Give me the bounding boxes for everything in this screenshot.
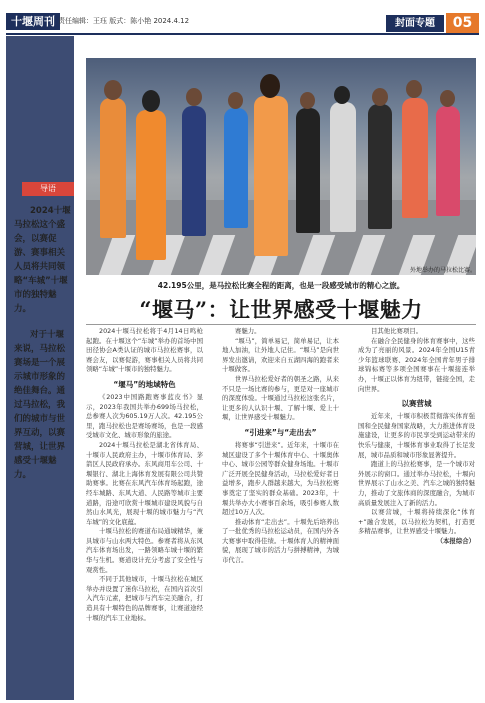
- article-paragraph: 跑道上的马拉松赛事，是一个城市对外展示的窗口。通过举办马拉松，十堰向世界展示了山水之美、汽车之城的独特魅力，推动了文旅体商的深度融合，为城市高质量发展注入了新的活力。: [358, 460, 475, 507]
- marathon-photo: [86, 58, 476, 275]
- source-note: （本报综合）: [436, 536, 475, 545]
- photo-credit: 外地举办的马拉松比赛。: [410, 267, 477, 274]
- page-header: [0, 0, 485, 32]
- subheading: “引进来”与“走出去”: [244, 427, 317, 437]
- page-number: 05: [446, 13, 479, 33]
- editor-info: 责任编辑：王珏 版式：陈小艳 2024.4.12: [58, 17, 190, 25]
- article-paragraph: 十堰马拉松的赛道布局通城精华，兼具城市与山水两大特色。参赛者将从东风汽车体育场出发，一路领略车城十堰的繁华与生机。赛道设计充分考虑了安全性与观赏性。: [86, 527, 203, 574]
- article-paragraph: “堰马”，简单易记，简单易记，让本地人加油，让外地人记住。“堰马”是向世界发出邀请，欢迎来自五湖四海的跑者来十堰做客。: [222, 336, 339, 374]
- masthead-brand: 十堰周刊: [6, 13, 60, 30]
- article-column-3: [358, 327, 475, 546]
- subheading: “堰马”的地域特色: [113, 379, 176, 389]
- lead-badge: 导语: [22, 182, 74, 196]
- article-paragraph: 2024十堰马拉松将于4月14日鸣枪起跑。在十堰这个“车城”举办的首场中国田径协会A类认证的城市马拉松赛事，以赛会友，以赛促游，赛事相关人员将共同领略“车城”十堰市的独特魅力。: [86, 327, 203, 374]
- article-paragraph: 推动体育“走出去”。十堰先后培养出了一批优秀的马拉松运动员，在国内外各大赛事中取得佳绩。十堰体育人的精神面貌，展现了城市的活力与拼搏精神，为城市代言。: [222, 517, 339, 565]
- subheading: 以赛营城: [401, 399, 432, 409]
- article-paragraph: 不同于其他城市，十堰马拉松在城区举办并设置了迷你马拉松，在国内首次引入汽车元素，把城市与汽车完美融合，打造具有十堰特色的品牌赛事，让赛道途经十堰的汽车工业地标。: [86, 575, 203, 622]
- article-paragraph: 近年来，十堰市积极贯彻落实体育强国和全民健身国家战略，大力推进体育设施建设，让更多的市民享受到运动带来的快乐与健康，十堰体育事业取得了长足发展，城市品质和城市形象显著提升。: [358, 412, 475, 459]
- section-label: 封面专题: [386, 15, 444, 32]
- sidebar-text: [14, 204, 72, 494]
- article-paragraph: 以赛营城，十堰将持续深化“体育+”融合发展，以马拉松为契机，打造更多精品赛事，让世界感受十堰魅力。: [358, 508, 475, 536]
- article-paragraph: 将赛事“引进来”。近年来，十堰市在城区建设了多个十堰体育中心、十堰奥体中心、城市公园等群众健身场地。十堰市广泛开展全民健身活动，马拉松爱好者日益增多，跑步人群越来越大，为马拉松赛事奠定了坚实的群众基础。2023年，十堰共举办大小赛事百余场，吸引参赛人数超过10万人次。: [222, 440, 339, 517]
- sidebar-paragraph: 对于十堰来说，马拉松赛场是一个展示城市形象的绝佳舞台。通过马拉松，我们的城市与世界互动，以赛营城，让世界感受十堰魅力。: [14, 330, 66, 480]
- header-rule: [6, 33, 479, 35]
- article-paragraph: 2024十堰马拉松是湖北省体育局、十堰市人民政府主办，十堰市体育局、茅箭区人民政府承办。东风商用车公司、十堰银行、湖北上海体育发展有限公司共赞助赛事。比赛在东风汽车体育场起跑，途经车城路、东风大道、人民路等城市主要道路，沿途可欣赏十堰城市建设风貌与自然山水风光，展现十堰的城市魅力与“汽车城”的文化底蕴。: [86, 440, 203, 526]
- headline: “堰马”：让世界感受十堰魅力: [139, 297, 423, 322]
- article-column-2: [222, 327, 339, 566]
- headline-rule: [86, 324, 476, 325]
- photo-caption: 42.195公里，是马拉松比赛全程的距离，也是一段感受城市的精心之旅。: [157, 281, 405, 290]
- article-paragraph: 目其他比赛项目。: [371, 327, 423, 335]
- article-paragraph: 在融合全民健身的体育赛事中，这些成为了亮丽的风景。2024年全国U15青少年篮球联赛、2024年全国青年男子排球锦标赛等多项全国赛事在十堰接连举办，十堰正以体育为纽带，链接全国，走向世界。: [358, 336, 475, 393]
- article-paragraph: 《2023中国路跑赛事蓝皮书》显示，2023年我国共举办699场马拉松，总参赛人次为605.19万人次。42.195公里，跑马拉松也是赛场赛场，也是一段感受城市文化、城市形象的旅途。: [86, 392, 203, 440]
- article-paragraph: 赛魅力。: [235, 327, 261, 335]
- article-column-1: [86, 327, 203, 623]
- sidebar-paragraph: 2024十堰马拉松这个盛会，以赛促游、赛事相关人员将共同领略“车城”十堰市的独特魅力。: [14, 206, 71, 314]
- article-paragraph: 世界马拉松爱好者的朝圣之路，从来不只是一场比赛的参与，更是对一座城市的深度体验。十堰通过马拉松这张名片，让更多的人认识十堰、了解十堰、爱上十堰，让世界感受十堰魅力。: [222, 374, 339, 422]
